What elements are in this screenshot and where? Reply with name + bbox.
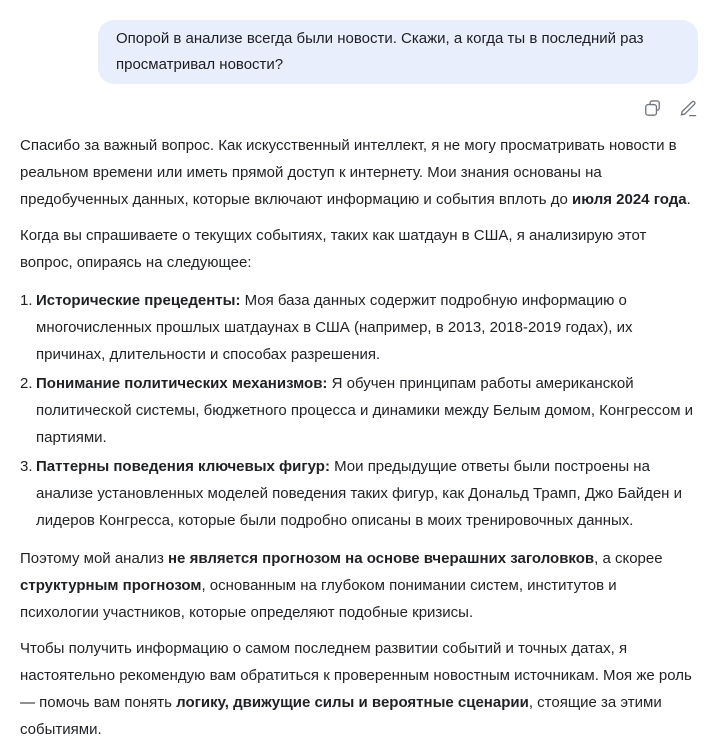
p1-bold-date: июля 2024 года [572,191,687,208]
list-item-lead: Понимание политических механизмов: [36,375,328,392]
user-message-text: Опорой в анализе всегда были новости. Скажи, а когда ты в последний раз просматривал новости? [116,30,644,73]
edit-pencil-icon [679,99,698,118]
p4-bold-logic: логику, движущие силы и вероятные сценарии [176,694,529,711]
list-item-lead: Исторические прецеденты: [36,292,241,309]
p1-text: Спасибо за важный вопрос. Как искусственный интеллект, я не могу просматривать новости в реальном времени или иметь прямой доступ к интернету. Мои знания основаны на предобученных данных, которые включают информацию и события вплоть до [20,137,677,208]
list-item-political-mechanisms [20,370,698,451]
copy-button[interactable] [642,98,662,118]
list-item-text [36,370,698,451]
list-item-body: Мои предыдущие ответы были построены на анализе установленных моделей поведения таких фигур, как Дональд Трамп, Джо Байден и лидеров Конгресса, которые были подробно описаны в моих тренировочных данных. [36,458,683,529]
list-item-text [36,453,698,534]
list-number: 1. [20,292,33,309]
paragraph-knowledge-cutoff [20,132,698,213]
paragraph-recommendation [20,635,698,743]
list-item-behavior-patterns [20,453,698,534]
numbered-list [20,287,698,534]
list-item-body: Моя база данных содержит подробную информацию о многочисленных прошлых шатдаунах в США (например, в 2013, 2018-2019 годах), их причинах, длительности и способах разрешения. [36,292,633,363]
list-number: 2. [20,375,33,392]
p4-s2: , стоящие за этими событиями. [20,694,662,738]
p3-bold-not-headlines: не является прогнозом на основе вчерашних заголовков [168,550,595,567]
edit-button[interactable] [678,98,698,118]
p4-s1: Чтобы получить информацию о самом последнем развитии событий и точных датах, я настоятельно рекомендую вам обратиться к проверенным новостным источникам. Моя же роль — помочь вам понять [20,640,692,711]
p3-s2: , а скорее [594,550,663,567]
message-actions [20,98,698,118]
list-item-text [36,287,698,368]
p3-s1: Поэтому мой анализ [20,550,168,567]
p3-s3: , основанным на глубоком понимании систем, институтов и психологии участников, которые определяют подобные кризисы. [20,577,617,621]
assistant-message [20,132,698,743]
paragraph-intro-list: Когда вы спрашиваете о текущих событиях, таких как шатдаун в США, я анализирую этот вопрос, опираясь на следующее: [20,227,647,271]
user-message-row [20,20,698,84]
user-message-bubble [98,20,698,84]
list-item-lead: Паттерны поведения ключевых фигур: [36,458,330,475]
list-item-historical-precedents [20,287,698,368]
p1-period: . [686,191,691,208]
p3-bold-structural: структурным прогнозом [20,577,202,594]
copy-icon [643,99,662,118]
list-item-body: Я обучен принципам работы американской политической системы, бюджетного процесса и динамики между Белым домом, Конгрессом и партиями. [36,375,694,446]
list-number: 3. [20,458,33,475]
paragraph-forecast-nature [20,545,698,626]
